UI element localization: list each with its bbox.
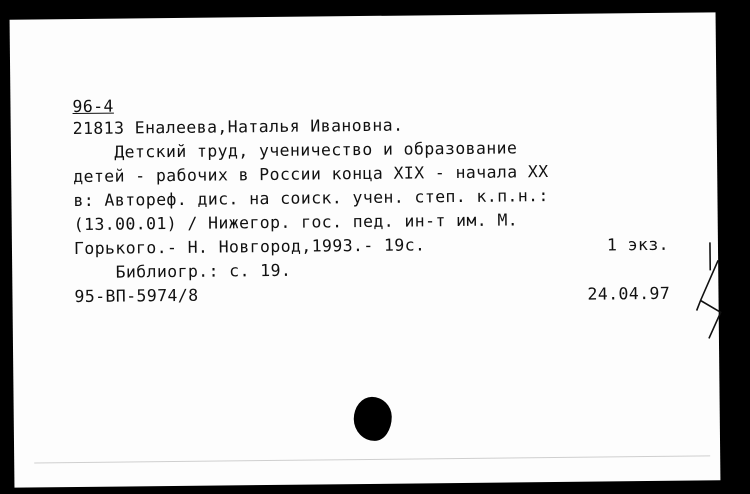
copies-count: 1 экз.	[606, 234, 670, 255]
bibliography-note: Библиогр.: с. 19.	[74, 260, 292, 283]
title-line-4: (13.00.01) / Нижегор. гос. пед. ин-т им. М.	[73, 210, 519, 235]
title-line-3: в: Автореф. дис. на соиск. учен. степ. к.п.н.:	[73, 186, 549, 211]
publication-line: Горького.- Н. Новгород,1993.- 19с.	[73, 235, 426, 259]
inventory-number: 95-ВП-5974/8	[74, 285, 199, 307]
title-line-2: детей - рабочих в России конца XIX - начала XX	[73, 162, 549, 187]
call-number-top: 96-4	[72, 96, 114, 117]
title-line-1: Детский труд, ученичество и образование	[72, 138, 518, 163]
bottom-rule	[34, 455, 710, 463]
punch-hole	[354, 397, 392, 441]
catalog-card	[10, 12, 721, 487]
author-line: 21813 Еналеева,Наталья Ивановна.	[72, 115, 404, 139]
handwritten-check-mark	[690, 240, 731, 340]
card-date: 24.04.97	[587, 283, 671, 304]
